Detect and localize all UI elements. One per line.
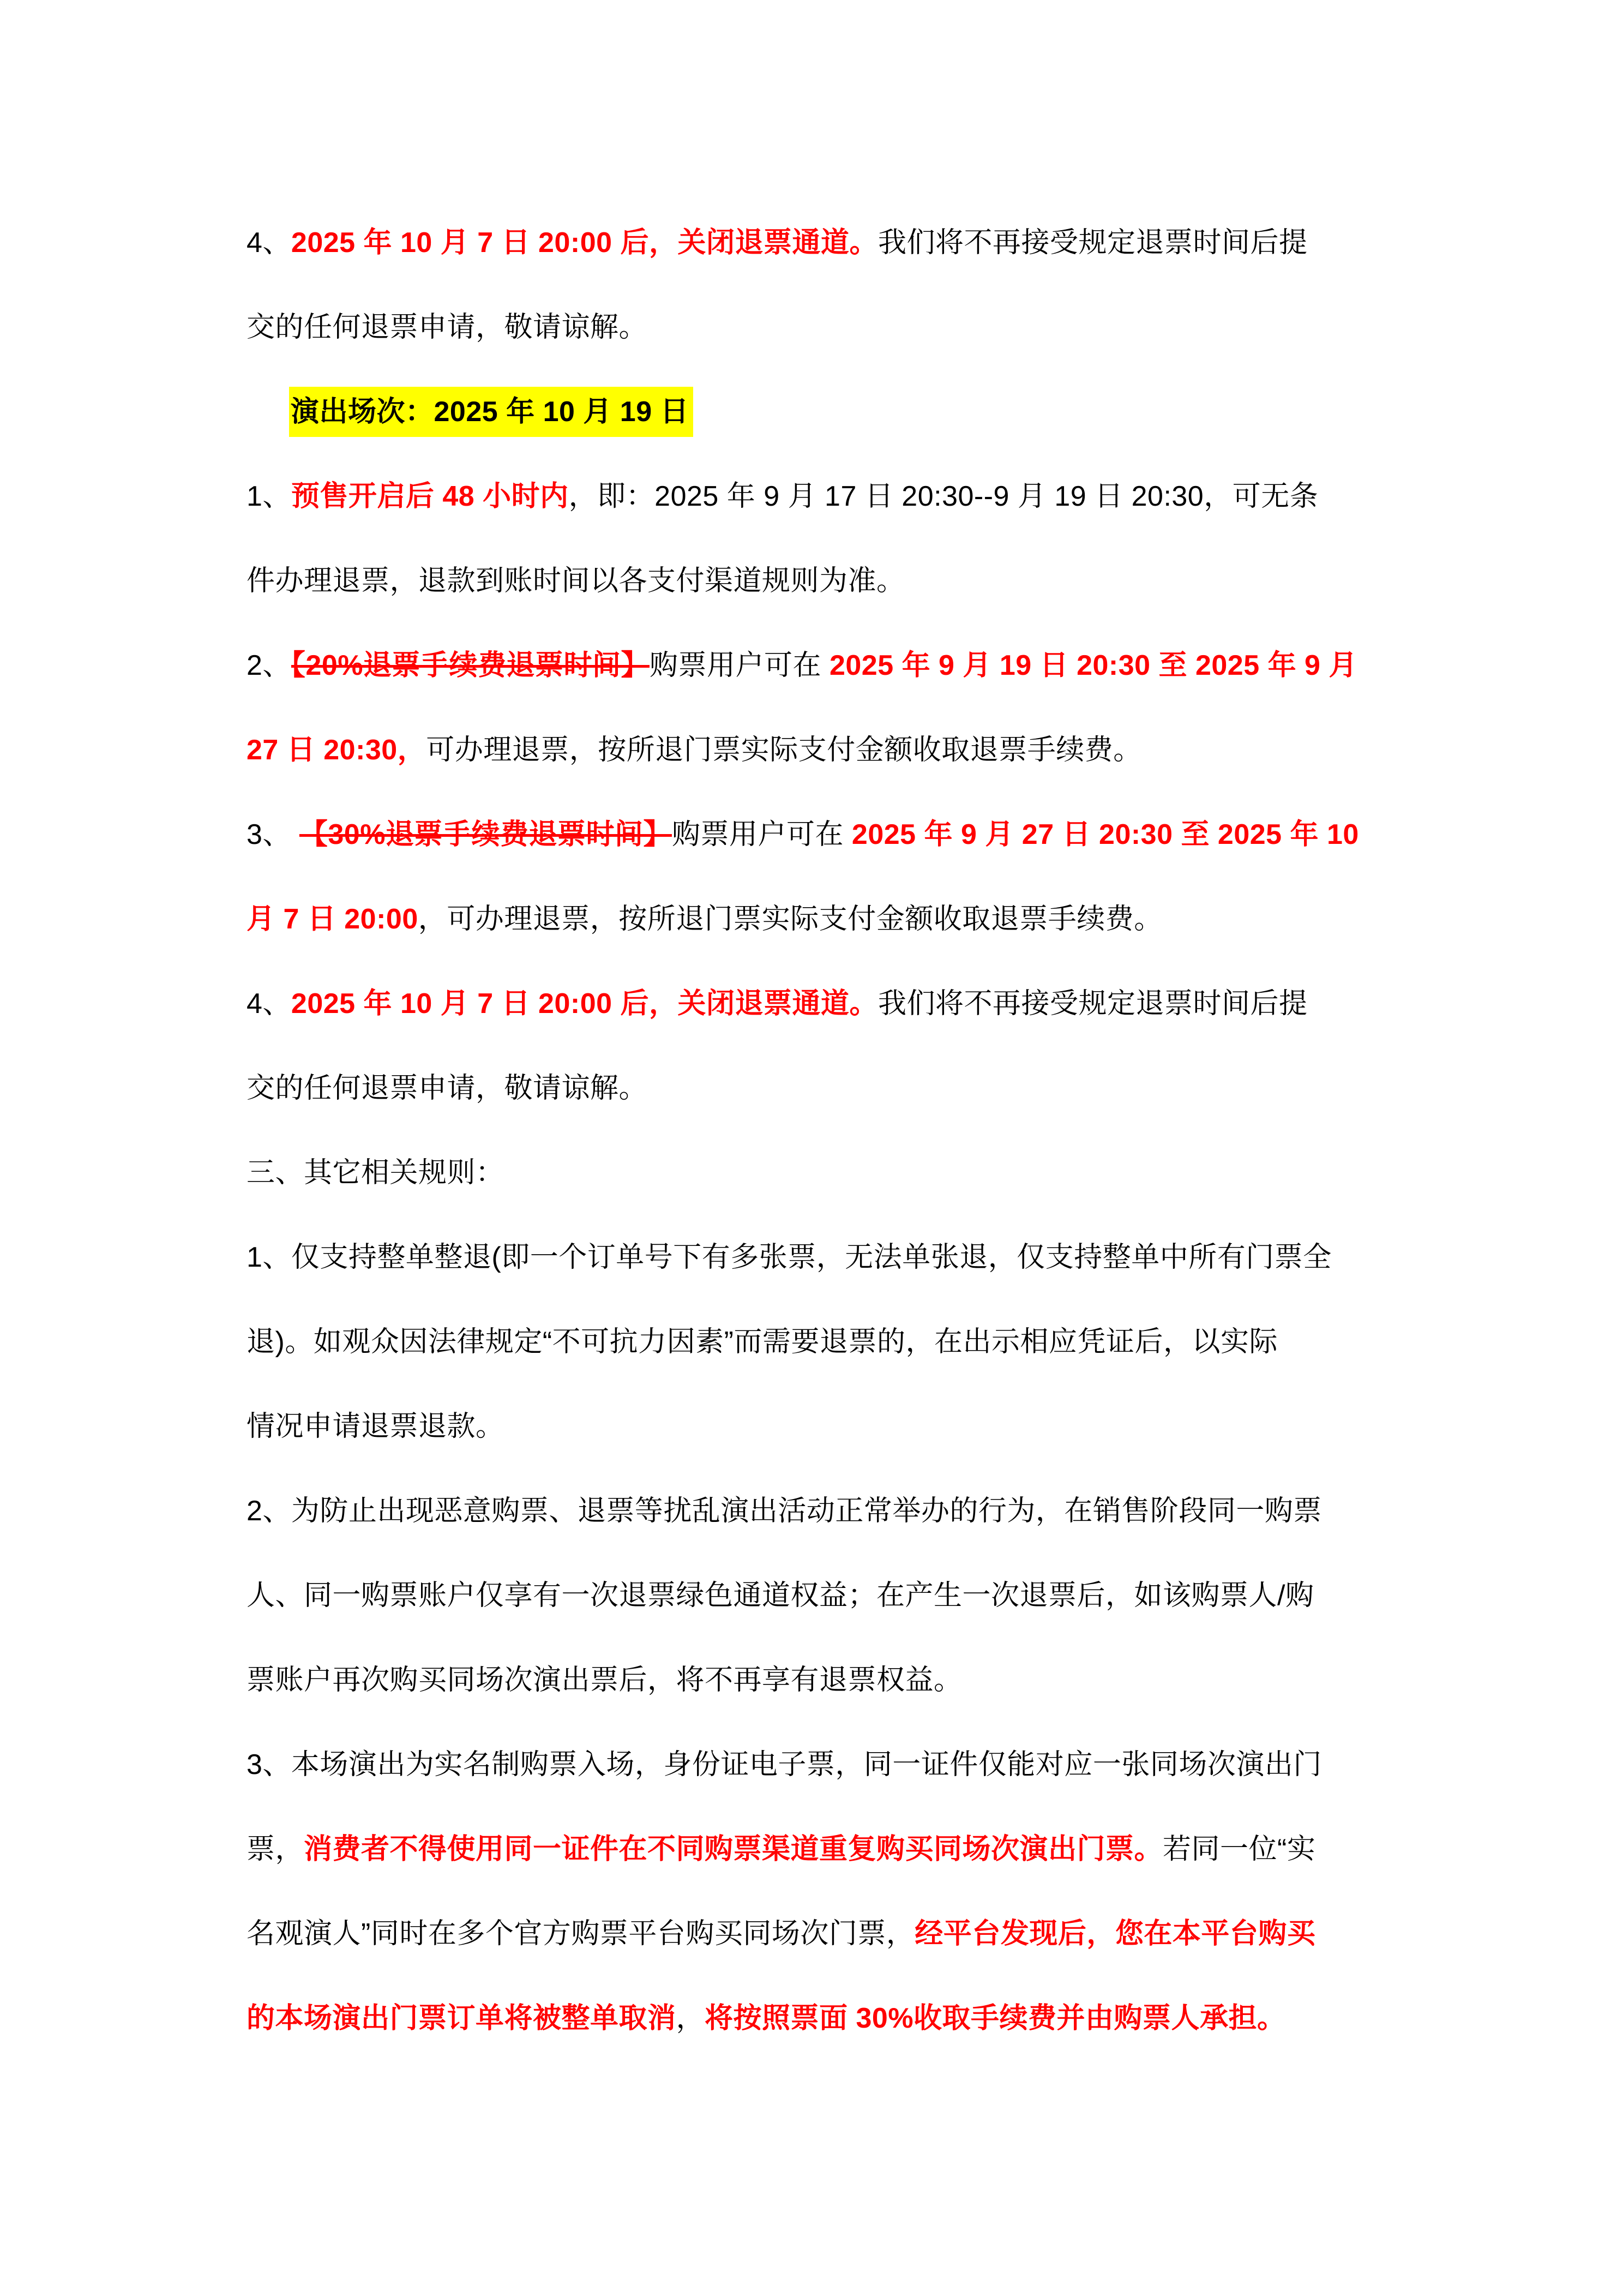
text-run: ，即：2025 年 9 月 17 日 20:30--9 月 19 日 20:30，可无条 <box>568 481 1319 512</box>
text-run: 2、为防止出现恶意购票、退票等扰乱演出活动正常举办的行为，在销售阶段同一购票 <box>247 1495 1322 1527</box>
text-run: 将按照票面 30%收取手续费并由购票人承担。 <box>705 2003 1286 2034</box>
text-line <box>247 1807 1386 1892</box>
text-run: 件办理退票，退款到账时间以各支付渠道规则为准。 <box>247 565 905 597</box>
text-run: 【30%退票手续费退票时间】 <box>299 819 672 850</box>
text-run: 退)。如观众因法律规定“不可抗力因素”而需要退票的，在出示相应凭证后，以实际 <box>247 1326 1278 1358</box>
text-line <box>247 877 1386 962</box>
text-run: 若同一位“实 <box>1163 1833 1316 1865</box>
document-body <box>247 201 1386 2061</box>
text-line <box>247 201 1386 285</box>
highlighted-heading: 演出场次：2025 年 10 月 19 日 <box>289 387 693 437</box>
text-line <box>247 370 1386 454</box>
text-run: ，可办理退票，按所退门票实际支付金额收取退票手续费。 <box>418 903 1163 935</box>
text-run: 交的任何退票申请，敬请谅解。 <box>247 311 648 343</box>
text-line <box>247 962 1386 1046</box>
text-run: 消费者不得使用同一证件在不同购票渠道重复购买同场次演出门票。 <box>304 1833 1163 1865</box>
text-run: 27 日 20:30， <box>247 734 426 766</box>
text-run: 票账户再次购买同场次演出票后，将不再享有退票权益。 <box>247 1664 963 1696</box>
text-run: 情况申请退票退款。 <box>247 1411 504 1442</box>
text-run: 2025 年 9 月 27 日 20:30 至 2025 年 10 <box>851 819 1359 850</box>
text-run: 的本场演出门票订单将被整单取消 <box>247 2003 676 2034</box>
text-run: 我们将不再接受规定退票时间后提 <box>878 988 1308 1020</box>
text-run: 名观演人”同时在多个官方购票平台购买同场次门票， <box>247 1918 915 1950</box>
text-line <box>247 539 1386 624</box>
text-run: 2、 <box>247 650 291 681</box>
text-run: 三、其它相关规则： <box>247 1157 504 1189</box>
text-line <box>247 454 1386 539</box>
text-line <box>247 1131 1386 1215</box>
text-run: 购票用户可在 <box>650 650 829 681</box>
text-run: 月 7 日 20:00 <box>247 903 418 935</box>
text-line <box>247 1638 1386 1723</box>
text-line <box>247 1892 1386 1976</box>
text-run: 3、 <box>247 819 299 850</box>
text-run: 1、仅支持整单整退(即一个订单号下有多张票，无法单张退，仅支持整单中所有门票全 <box>247 1242 1332 1273</box>
text-run: 我们将不再接受规定退票时间后提 <box>878 227 1308 259</box>
text-line <box>247 624 1386 708</box>
text-run: 2025 年 10 月 7 日 20:00 后，关闭退票通道。 <box>291 227 878 259</box>
text-run: 交的任何退票申请，敬请谅解。 <box>247 1072 648 1104</box>
text-line <box>247 1976 1386 2061</box>
text-run: 2025 年 10 月 7 日 20:00 后，关闭退票通道。 <box>291 988 878 1020</box>
text-line <box>247 1300 1386 1384</box>
text-run: ， <box>676 2003 705 2034</box>
text-run: 票， <box>247 1833 304 1865</box>
text-line <box>247 1469 1386 1554</box>
text-line <box>247 1723 1386 1807</box>
text-line <box>247 1215 1386 1300</box>
text-line <box>247 1046 1386 1131</box>
text-run: 【20%退票手续费退票时间】 <box>291 650 650 681</box>
text-run: 可办理退票，按所退门票实际支付金额收取退票手续费。 <box>426 734 1142 766</box>
text-line <box>247 1384 1386 1469</box>
text-run: 4、 <box>247 227 291 259</box>
text-run: 购票用户可在 <box>671 819 852 850</box>
text-run: 3、本场演出为实名制购票入场，身份证电子票，同一证件仅能对应一张同场次演出门 <box>247 1749 1322 1781</box>
text-run: 4、 <box>247 988 291 1020</box>
text-line <box>247 708 1386 793</box>
text-run: 人、同一购票账户仅享有一次退票绿色通道权益；在产生一次退票后，如该购票人/购 <box>247 1580 1314 1611</box>
text-run: 1、 <box>247 481 291 512</box>
text-line <box>247 285 1386 370</box>
text-run: 经平台发现后，您在本平台购买 <box>915 1918 1316 1950</box>
text-line <box>247 1554 1386 1638</box>
text-line <box>247 793 1386 877</box>
text-run: 2025 年 9 月 19 日 20:30 至 2025 年 9 月 <box>829 650 1357 681</box>
text-run: 预售开启后 48 小时内 <box>291 481 569 512</box>
